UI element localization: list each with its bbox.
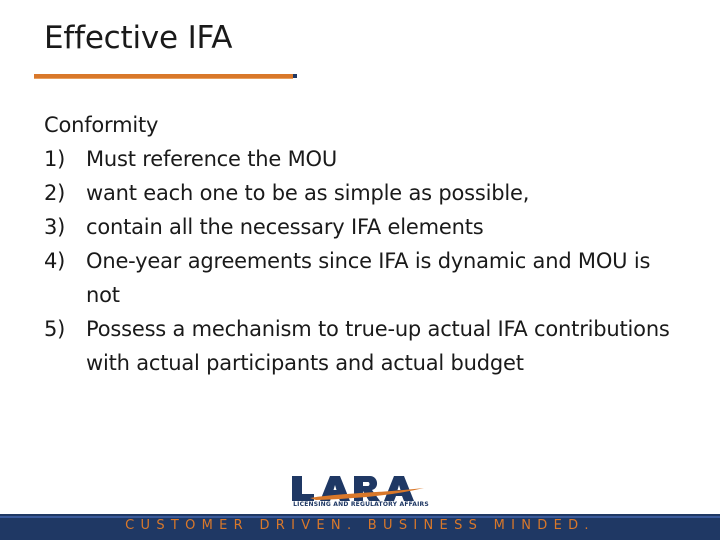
list-item-number: 1) — [44, 147, 66, 171]
list-item-text: Possess a mechanism to true-up actual IFA contributions with actual participants and actual budget — [86, 317, 670, 375]
footer-tagline: CUSTOMER DRIVEN. BUSINESS MINDED. — [125, 518, 595, 533]
list-item-number: 5) — [44, 317, 66, 341]
underline-tip — [293, 74, 297, 78]
list-item-number: 4) — [44, 249, 66, 273]
numbered-list — [44, 142, 684, 380]
list-item-text: contain all the necessary IFA elements — [86, 215, 484, 239]
list-item — [44, 210, 684, 244]
slide-body — [44, 108, 684, 380]
list-item — [44, 312, 684, 380]
list-item-text: Must reference the MOU — [86, 147, 337, 171]
title-underline — [34, 74, 293, 79]
body-heading: Conformity — [44, 113, 159, 137]
list-item-text: want each one to be as simple as possible, — [86, 181, 530, 205]
list-item-text: One-year agreements since IFA is dynamic and MOU is not — [86, 249, 651, 307]
logo-subtext: LICENSING AND REGULATORY AFFAIRS — [293, 501, 429, 508]
slide-title: Effective IFA — [44, 20, 233, 56]
list-item — [44, 142, 684, 176]
list-item-number: 2) — [44, 181, 66, 205]
list-item — [44, 176, 684, 210]
list-item-number: 3) — [44, 215, 66, 239]
list-item — [44, 244, 684, 312]
